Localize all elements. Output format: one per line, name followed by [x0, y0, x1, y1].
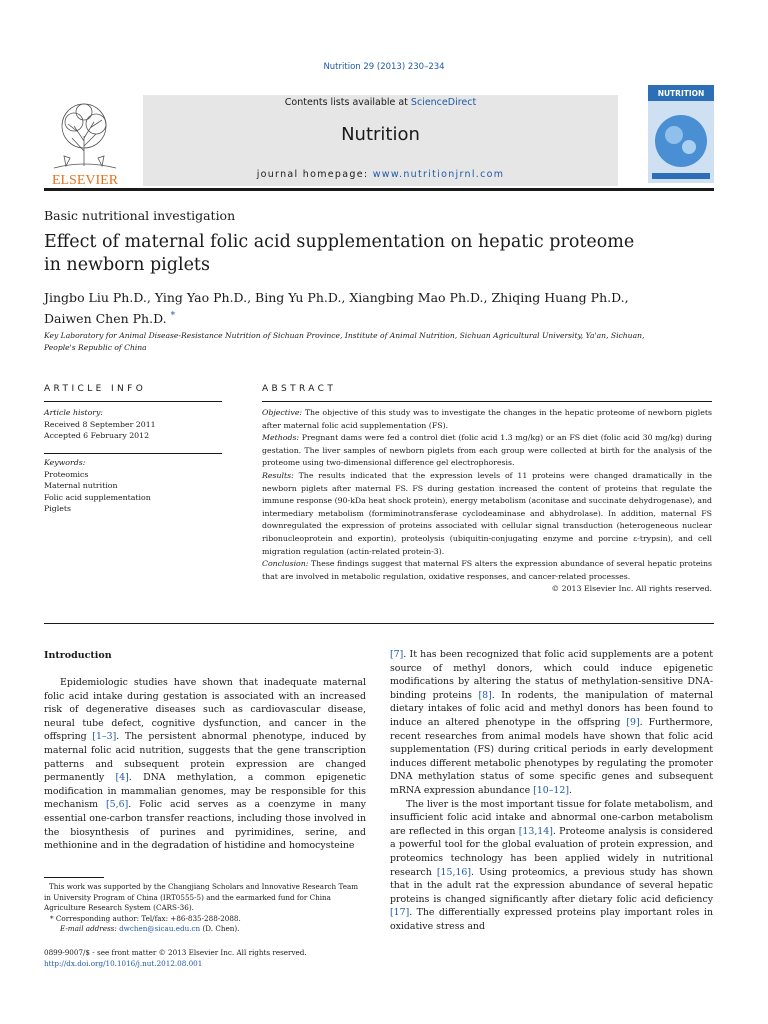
citation-link[interactable]: [1–3]	[92, 731, 117, 743]
email-link[interactable]: dwchen@sicau.edu.cn	[119, 924, 201, 933]
results-label: Results:	[262, 470, 294, 480]
issn-line: 0899-9007/$ - see front matter © 2013 Elsevier Inc. All rights reserved.	[44, 948, 307, 957]
intro-text: The liver is the most important tissue for folate metabolism, and insufficient folic acid intake and abnormal one-carbon metabolism are reflected in this organ	[390, 798, 713, 837]
history-label: Article history:	[44, 408, 104, 417]
author-list	[44, 289, 714, 328]
intro-text: . Furthermore, recent researches from animal models have shown that folic acid supplementation (FS) during critical periods in early development induces different metabolic phenotypes by regulating the promoter DNA methylation status of some specific genes and subsequent mRNA expression abundance	[390, 716, 713, 796]
citation-link[interactable]: [13,14]	[518, 825, 553, 837]
title-line-2: in newborn piglets	[44, 255, 210, 275]
affiliation-line-2: People's Republic of China	[44, 343, 147, 352]
homepage-prefix: journal homepage:	[256, 169, 373, 180]
keyword: Proteomics	[44, 469, 89, 479]
objective-text: The objective of this study was to investigate the changes in the hepatic proteome of newborn piglets after maternal folic acid supplementation (FS).	[262, 408, 712, 430]
citation-link[interactable]: [17]	[390, 907, 410, 919]
intro-text: . It has been recognized that folic acid supplements are a potent source of methyl donors, which could induce epigenetic modifications by altering the status of methylation-sensitive DNA-binding proteins	[390, 649, 713, 701]
cover-title: NUTRITION	[657, 89, 705, 98]
methods-text: Pregnant dams were fed a control diet (folic acid 1.3 mg/kg) or an FS diet (folic acid 30 mg/kg) during gestation. The liver samples of newborn piglets from each group were collected at birth for the analysis of the proteome using two-dimensional difference gel electrophoresis.	[262, 433, 712, 468]
article-history	[44, 407, 222, 442]
intro-text: . The persistent abnormal phenotype, induced by maternal folic acid nutrition, suggests that the gene transcription patterns and subsequent protein expression are changed permanently	[44, 731, 366, 784]
footnote-rule	[44, 877, 104, 878]
received-date: Received 8 September 2011	[44, 419, 156, 429]
intro-right-column	[390, 648, 713, 933]
corresponding-author-mark[interactable]: *	[170, 311, 176, 321]
affiliation-line-1: Key Laboratory for Animal Disease-Resistance Nutrition of Sichuan Province, Institute of Animal Nutrition, Sichuan Agricultural University, Ya'an, Sichuan,	[44, 331, 645, 340]
authors-line-1: Jingbo Liu Ph.D., Ying Yao Ph.D., Bing Yu Ph.D., Xiangbing Mao Ph.D., Zhiqing Huang Ph.D.,	[44, 290, 629, 305]
keyword: Piglets	[44, 504, 71, 513]
accepted-date: Accepted 6 February 2012	[44, 431, 150, 440]
elsevier-logo	[44, 96, 126, 188]
title-line-1: Effect of maternal folic acid supplementation on hepatic proteome	[44, 232, 635, 252]
keywords-label: Keywords:	[44, 458, 86, 467]
abstract-body	[262, 407, 712, 596]
intro-text: .	[569, 784, 572, 796]
abstract-heading: ABSTRACT	[262, 384, 337, 394]
intro-text: . In rodents, the manipulation of maternal dietary intakes of folic acid and methyl donors has been found to induce an altered phenotype in the offspring	[390, 689, 713, 728]
intro-text: Epidemiologic studies have shown that inadequate maternal folic acid intake during gestation is associated with an increased risk of degenerative diseases such as cardiovascular disease, neural tube defect, cognitive dysfunction, and cancer in the offspring	[44, 677, 366, 743]
intro-left-column	[44, 676, 366, 853]
citation-link[interactable]: [4]	[115, 772, 129, 784]
conclusion-text: These findings suggest that maternal FS alters the expression abundance of several hepatic proteins that are involved in metabolic regulation, oxidative responses, and cancer-related processes.	[262, 559, 712, 581]
citation-link[interactable]: [10–12]	[533, 784, 569, 796]
citation-link[interactable]: [5,6]	[106, 799, 129, 811]
citation-link[interactable]: [15,16]	[436, 866, 472, 878]
doi-link[interactable]: http://dx.doi.org/10.1016/j.nut.2012.08.001	[44, 958, 203, 968]
citation-link[interactable]: [8]	[478, 689, 492, 701]
homepage-line	[143, 169, 618, 180]
funding-footnote: This work was supported by the Changjiang Scholars and Innovative Research Team in University Program of China (IRT0555-5) and the earmarked fund for China Agriculture Research System (CARS-36).	[44, 882, 359, 912]
journal-cover	[648, 85, 714, 183]
journal-citation[interactable]: Nutrition 29 (2013) 230–234	[323, 62, 445, 72]
email-suffix: (D. Chen).	[200, 924, 240, 933]
objective-label: Objective:	[262, 408, 303, 417]
info-rule-top	[44, 401, 222, 402]
intro-text: . Using proteomics, a previous study has shown that in the adult rat the expression abundance of several hepatic proteins is changed significantly after dietary folic acid deficiency	[390, 866, 713, 905]
intro-heading: Introduction	[44, 650, 112, 661]
journal-name: Nutrition	[341, 124, 420, 145]
intro-text: . Proteome analysis is considered a powerful tool for the global evaluation of protein expression, and proteomics technology has been applied widely in nutritional research	[390, 825, 714, 878]
intro-text: . DNA methylation, a common epigenetic modification in mammalian genomes, may be responsible for this mechanism	[44, 772, 366, 811]
sciencedirect-link[interactable]: ScienceDirect	[410, 97, 477, 108]
contents-prefix: Contents lists available at	[284, 97, 411, 108]
homepage-link[interactable]: www.nutritionjrnl.com	[372, 169, 505, 180]
abstract-rule-bottom	[44, 623, 714, 624]
conclusion-label: Conclusion:	[262, 559, 309, 569]
masthead-rule	[44, 188, 714, 191]
intro-text: . Folic acid serves as a coenzyme in many essential one-carbon transfer reactions, including those involved in the biosynthesis of purines and pyrimidines, serine, and methionine and in the degradation of histidine and homocysteine	[44, 799, 366, 852]
keywords-block	[44, 457, 222, 515]
article-info-heading: ARTICLE INFO	[44, 384, 147, 394]
email-label: E-mail address:	[60, 924, 120, 933]
front-matter	[44, 948, 384, 969]
corresponding-footnote: * Corresponding author: Tel/fax: +86-835-288-2088.	[50, 913, 241, 923]
contents-line	[143, 97, 618, 108]
publisher-wordmark: ELSEVIER	[51, 173, 119, 188]
methods-label: Methods:	[262, 433, 300, 443]
results-text: The results indicated that the expression levels of 11 proteins were changed dramatically in the newborn piglets after maternal FS. FS during gestation increased the content of proteins that regulate the immune response (90-kDa heat shock protein), energy metabolism (aconitase and succinate dehydrogenase), and intermediary metabolism (formiminotransferase cyclodeaminase and abhydrolase). In addition, maternal FS downregulated the expression of proteins associated with cellular signal transduction (heterogeneous nuclear ribonucleoprotein and exportin), proteolysis (ubiquitin-conjugating enzyme and porcine ε-trypsin), and cell migration regulation (actin-related protein-3).	[262, 470, 712, 556]
keyword: Maternal nutrition	[44, 481, 118, 490]
intro-text: . The differentially expressed proteins play important roles in oxidative stress and	[390, 907, 713, 932]
footnotes	[44, 882, 366, 935]
keyword: Folic acid supplementation	[44, 492, 151, 502]
citation-link[interactable]: [7]	[390, 649, 404, 660]
abstract-rule-top	[262, 401, 712, 402]
abstract-copyright: © 2013 Elsevier Inc. All rights reserved.	[551, 584, 712, 594]
article-title	[44, 231, 684, 277]
authors-line-2: Daiwen Chen Ph.D.	[44, 311, 167, 327]
citation-link[interactable]: [9]	[626, 716, 640, 728]
section-label: Basic nutritional investigation	[44, 208, 236, 223]
info-rule-mid	[44, 453, 222, 454]
affiliation	[44, 330, 714, 354]
